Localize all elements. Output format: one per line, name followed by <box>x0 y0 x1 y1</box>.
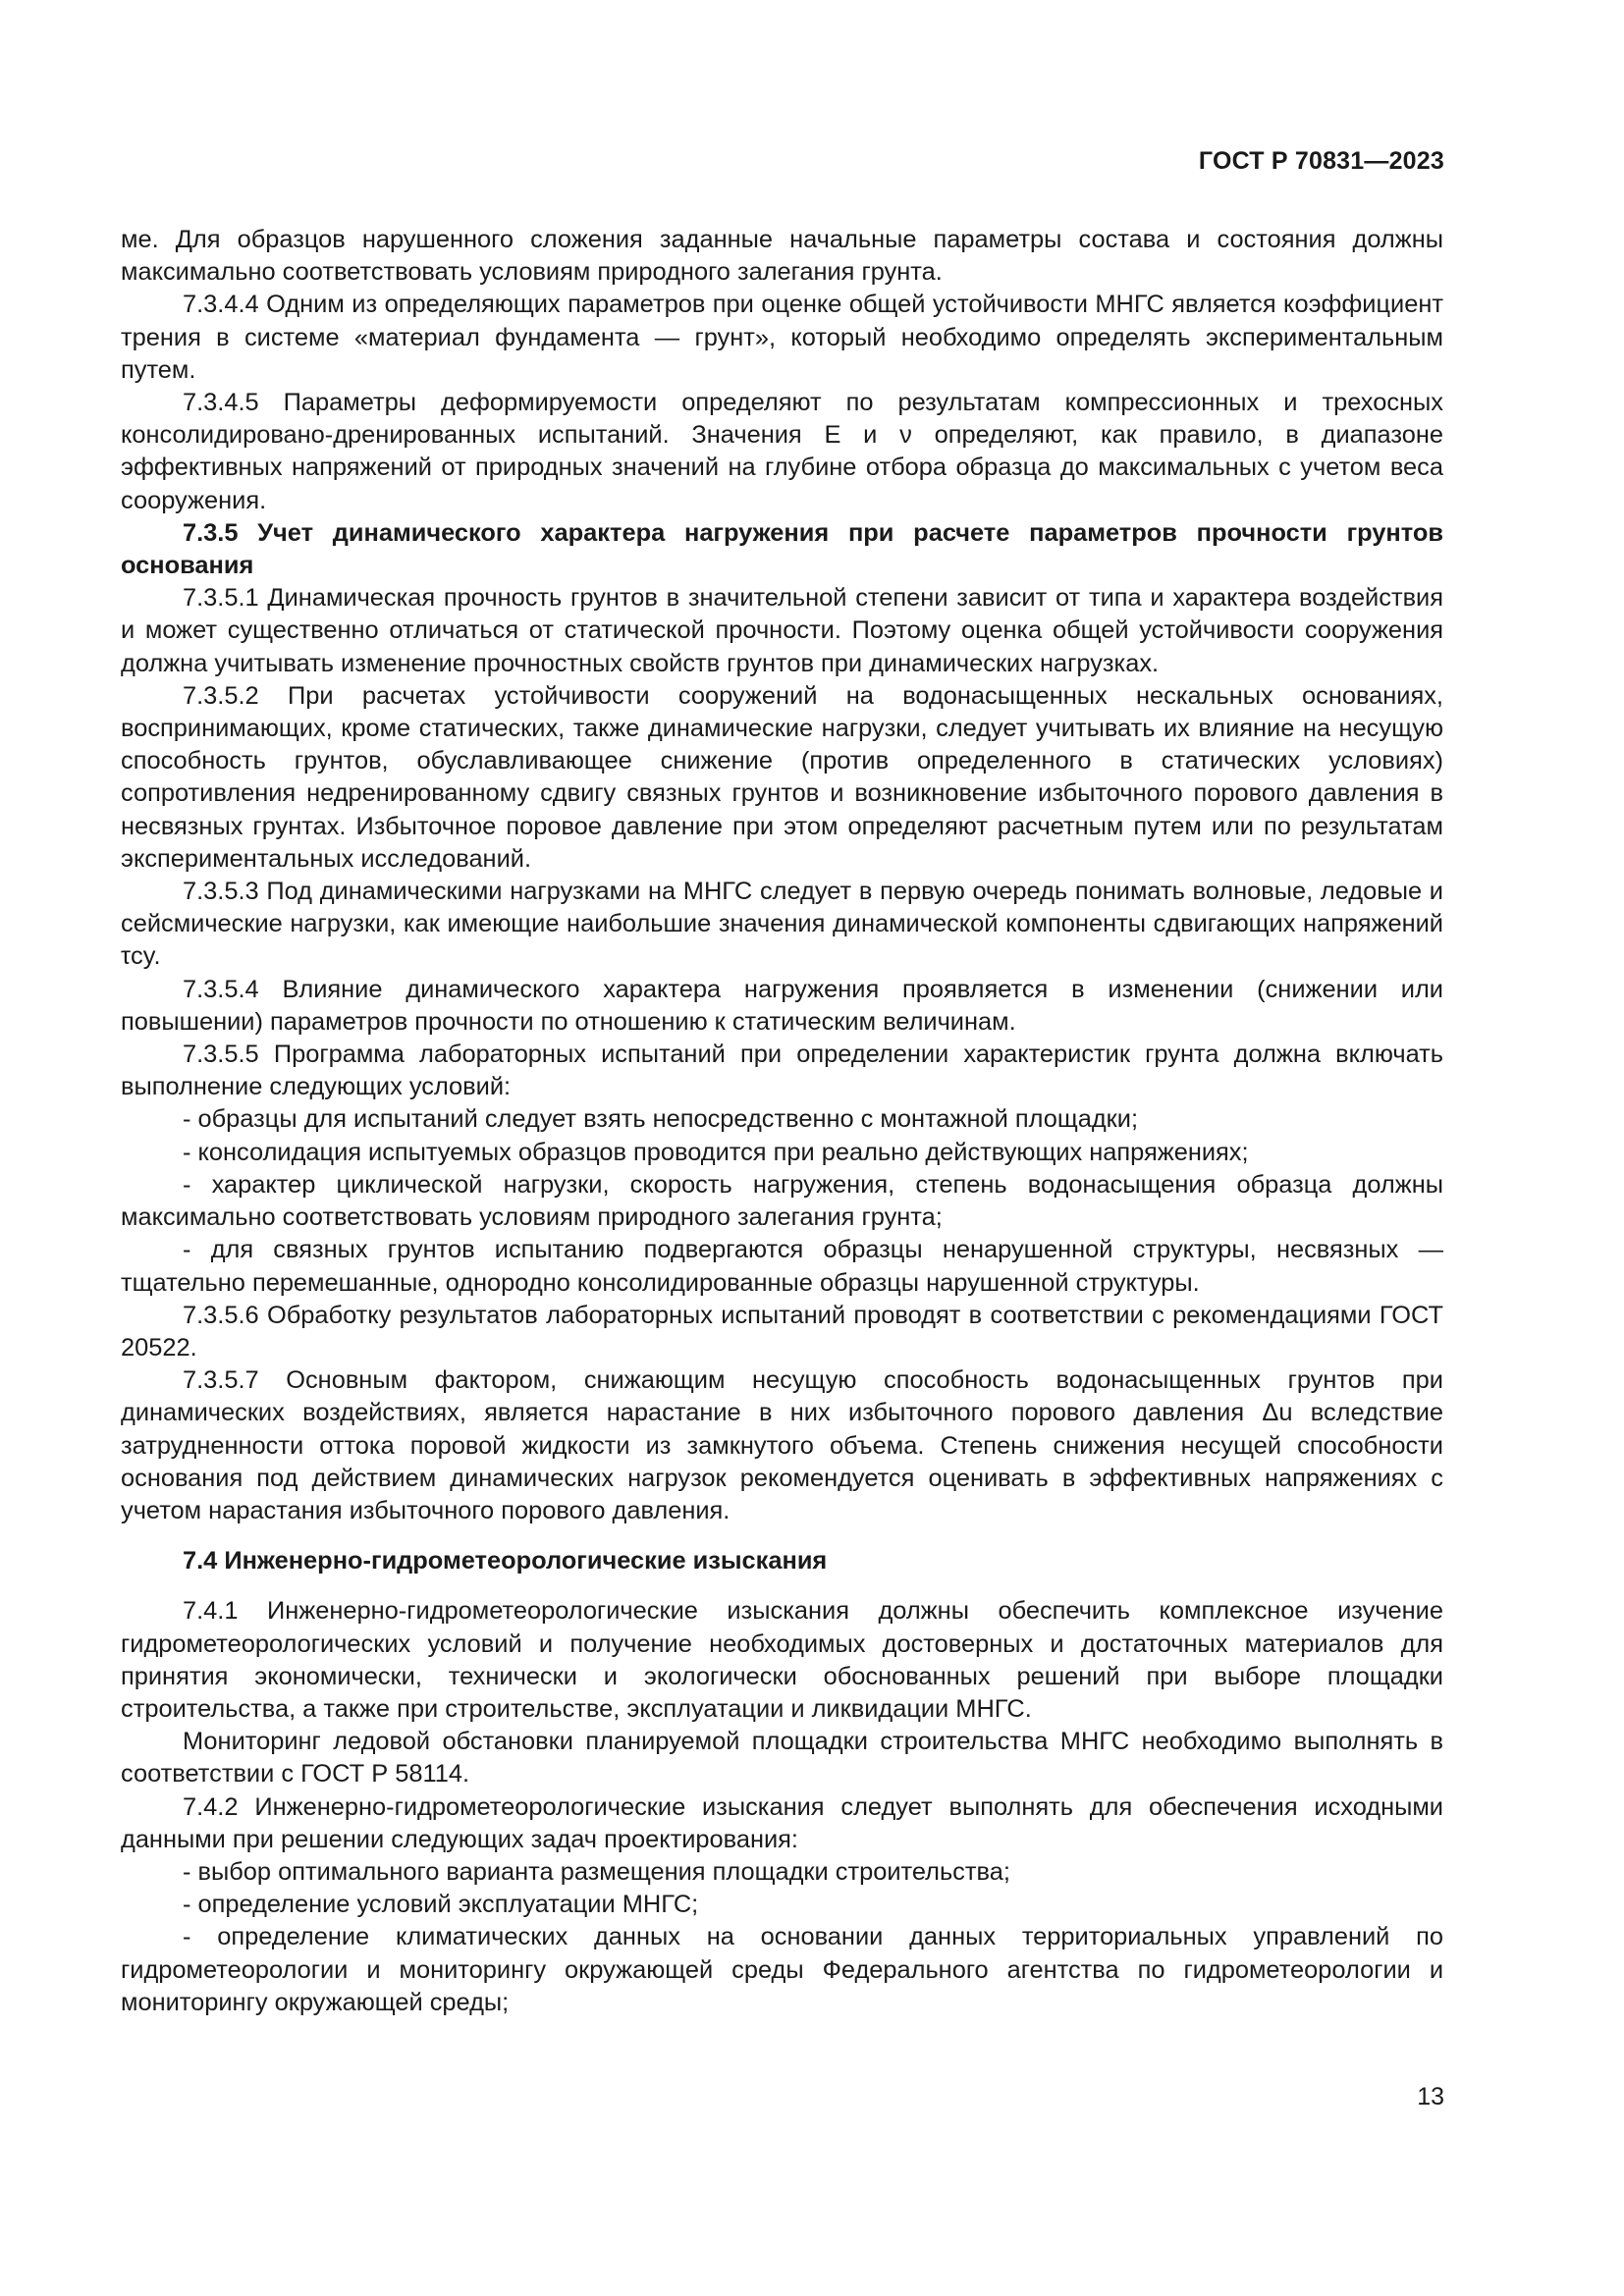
paragraph: - выбор оптимального варианта размещения площадки строительства; <box>183 1857 1010 1886</box>
paragraph: 7.3.5.2 При расчетах устойчивости сооружений на водонасыщенных нескальных основаниях, воспринимающих, кроме статических, также динамические нагрузки, следует учитывать их влияние на несущую способность грунтов, обуславливающее снижение (против определенного в статических условиях) сопротивления недренированному сдвигу связных грунтов и возникновение избыточного порового давления в несвязных грунтах. Избыточное поровое давление при этом определяют расчетным путем или по результатам экспериментальных исследований. <box>121 681 1443 873</box>
section-spacer <box>121 1527 1443 1545</box>
paragraph: 7.3.5.1 Динамическая прочность грунтов в значительной степени зависит от типа и характера воздействия и может существенно отличаться от статической прочности. Поэтому оценка общей устойчивости сооружения должна учитывать изменение прочностных свойств грунтов при динамических нагрузках. <box>121 584 1443 677</box>
paragraph: - консолидация испытуемых образцов проводится при реально действующих напряжениях; <box>183 1138 1249 1166</box>
document-body <box>121 224 1443 2019</box>
paragraph: 7.3.4.5 Параметры деформируемости определяют по результатам компрессионных и трехосных консолидировано-дренированных испытаний. Значения E и ν определяют, как правило, в диапазоне эффективных напряжений от природных значений на глубине отбора образца до максимальных с учетом веса сооружения. <box>121 389 1443 514</box>
paragraph: 7.3.5.6 Обработку результатов лабораторных испытаний проводят в соответствии с рекомендациями ГОСТ 20522. <box>121 1301 1443 1362</box>
paragraph: - определение условий эксплуатации МНГС; <box>183 1891 699 1919</box>
section-heading: 7.4 Инженерно-гидрометеорологические изыскания <box>183 1547 828 1575</box>
paragraph: 7.4.1 Инженерно-гидрометеорологические изыскания должны обеспечить комплексное изучение гидрометеорологических условий и получение необходимых достоверных и достаточных материалов для принятия экономически, технически и экологически обоснованных решений при выборе площадки строительства, а также при строительстве, эксплуатации и ликвидации МНГС. <box>121 1597 1443 1723</box>
paragraph: 7.4.2 Инженерно-гидрометеорологические изыскания следует выполнять для обеспечения исходными данными при решении следующих задач проектирования: <box>121 1792 1443 1853</box>
page-number: 13 <box>1417 2083 1444 2110</box>
paragraph: 7.3.4.4 Одним из определяющих параметров при оценке общей устойчивости МНГС является коэффициент трения в системе «материал фундамента — грунт», который необходимо определять экспериментальным путем. <box>121 291 1443 384</box>
document-code: ГОСТ Р 70831—2023 <box>1198 147 1444 175</box>
paragraph: - определение климатических данных на основании данных территориальных управлений по гидрометеорологии и мониторингу окружающей среды Федерального агентства по гидрометеорологии и мониторингу окружающей среды; <box>121 1923 1443 2016</box>
paragraph: 7.3.5.5 Программа лабораторных испытаний при определении характеристик грунта должна включать выполнение следующих условий: <box>121 1041 1443 1101</box>
section-spacer <box>121 1577 1443 1595</box>
paragraph: Мониторинг ледовой обстановки планируемой площадки строительства МНГС необходимо выполнять в соответствии с ГОСТ Р 58114. <box>121 1728 1443 1789</box>
paragraph: 7.3.5.7 Основным фактором, снижающим несущую способность водонасыщенных грунтов при динамических воздействиях, является нарастание в них избыточного порового давления Δu вследствие затрудненности оттока поровой жидкости из замкнутого объема. Степень снижения несущей способности основания под действием динамических нагрузок рекомендуется оценивать в эффективных напряжениях с учетом нарастания избыточного порового давления. <box>121 1366 1443 1524</box>
paragraph: 7.3.5.3 Под динамическими нагрузками на МНГС следует в первую очередь понимать волновые, ледовые и сейсмические нагрузки, как имеющие наибольшие значения динамической компоненты сдвигающих напряжений τcy. <box>121 878 1443 971</box>
paragraph: - для связных грунтов испытанию подвергаются образцы ненарушенной структуры, несвязных — тщательно перемешанные, однородно консолидированные образцы нарушенной структуры. <box>121 1236 1443 1297</box>
paragraph: ме. Для образцов нарушенного сложения заданные начальные параметры состава и состояния должны максимально соответствовать условиям природного залегания грунта. <box>121 226 1443 287</box>
section-heading: 7.3.5 Учет динамического характера нагружения при расчете параметров прочности грунтов основания <box>121 518 1443 580</box>
paragraph: - образцы для испытаний следует взять непосредственно с монтажной площадки; <box>183 1105 1139 1134</box>
paragraph: - характер циклической нагрузки, скорость нагружения, степень водонасыщения образца должны максимально соответствовать условиям природного залегания грунта; <box>121 1170 1443 1232</box>
paragraph: 7.3.5.4 Влияние динамического характера нагружения проявляется в изменении (снижении или повышении) параметров прочности по отношению к статическим величинам. <box>121 975 1443 1036</box>
